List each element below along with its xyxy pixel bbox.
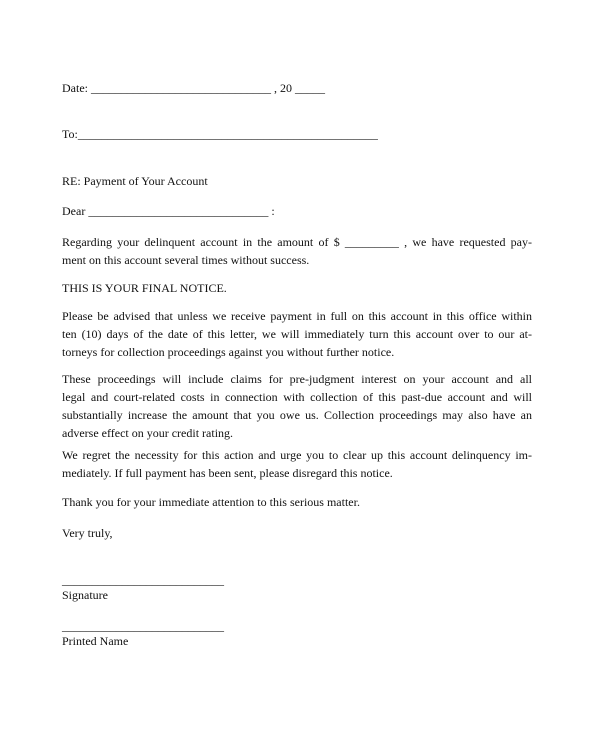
paragraph-regret [62,446,532,482]
date-line: Date: ______________________________ , 20 _____ [62,81,325,95]
paragraph-line: adverse effect on your credit rating. [62,426,234,440]
printed-name-rule: ___________________________ [62,619,224,633]
closing-line: Very truly, [62,526,113,540]
salutation-line: Dear ______________________________ : [62,204,275,218]
paragraph-amount [62,233,532,269]
signature-rule: ___________________________ [62,573,224,587]
paragraph-line: substantially increase the amount that you owe us. Collection proceedings may also have an [62,408,532,422]
paragraph-line: Regarding your delinquent account in the amount of $ _________ , we have requested pay- [62,235,532,249]
final-notice-heading: THIS IS YOUR FINAL NOTICE. [62,281,227,295]
paragraph-line: These proceedings will include claims for pre-judgment interest on your account and all [62,372,532,386]
paragraph-line: torneys for collection proceedings against you without further notice. [62,345,395,359]
paragraph-line: ment on this account several times without success. [62,253,310,267]
paragraph-proceedings [62,370,532,442]
signature-label: Signature [62,588,108,602]
thanks-line: Thank you for your immediate attention to this serious matter. [62,495,360,509]
paragraph-line: mediately. If full payment has been sent, please disregard this notice. [62,466,393,480]
paragraph-advisory [62,307,532,361]
recipient-line: To:__________________________________________________ [62,127,378,141]
subject-line: RE: Payment of Your Account [62,174,208,188]
printed-name-label: Printed Name [62,634,129,648]
paragraph-line: Please be advised that unless we receive payment in full on this account in this office within [62,309,532,323]
paragraph-line: legal and court-related costs in connection with collection of this past-due account and will [62,390,532,404]
paragraph-line: ten (10) days of the date of this letter, we will immediately turn this account over to our at- [62,327,532,341]
paragraph-line: We regret the necessity for this action and urge you to clear up this account delinquency im- [62,448,532,462]
